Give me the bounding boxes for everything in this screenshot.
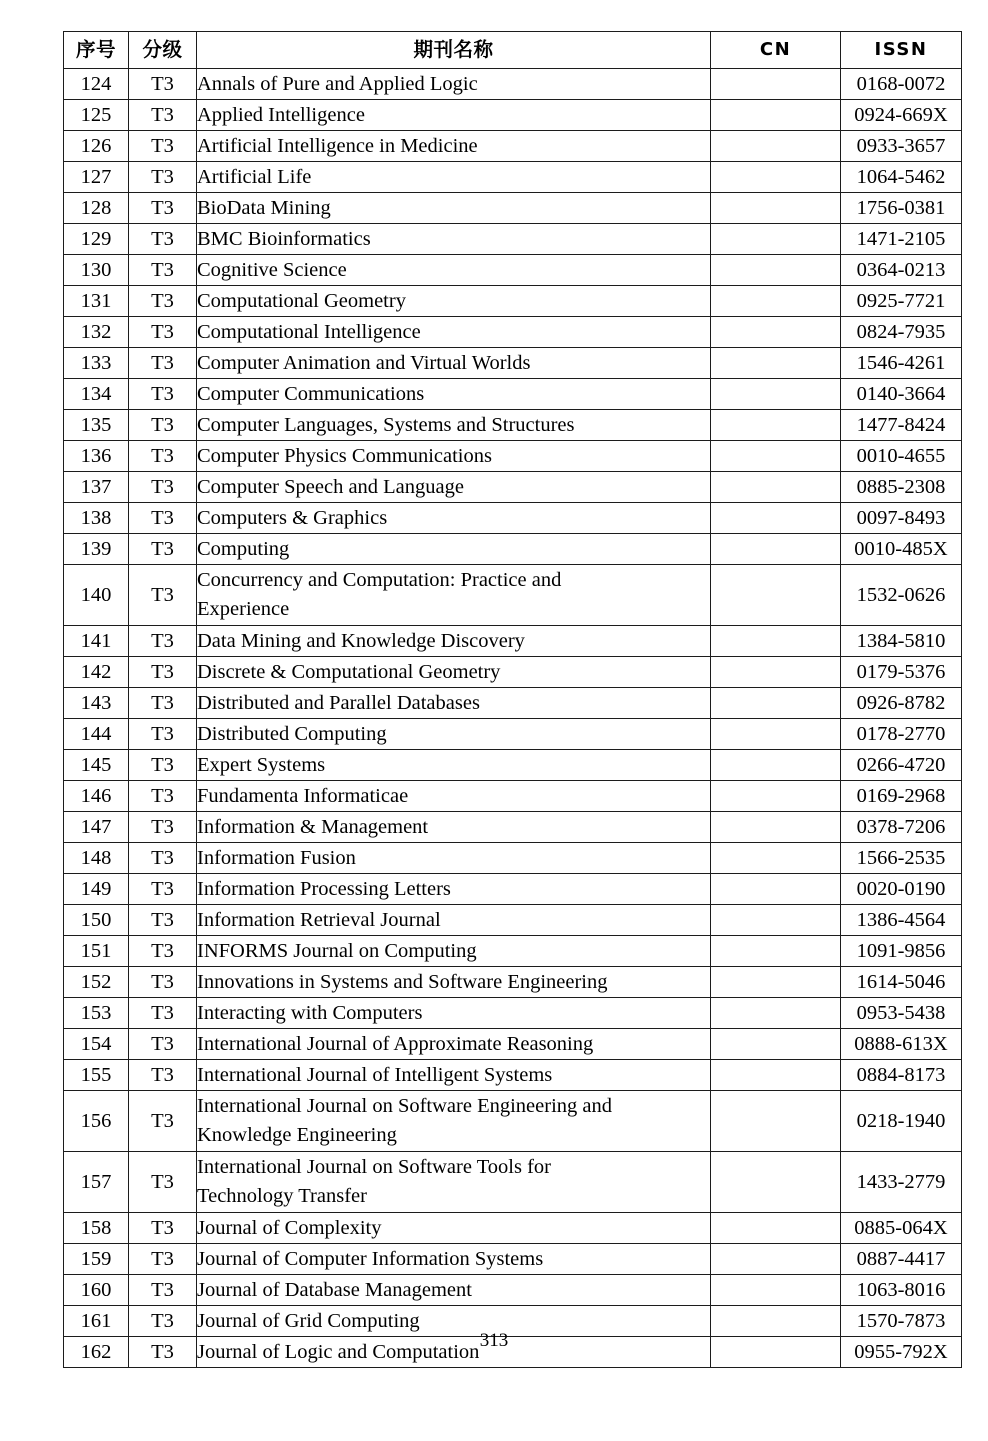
cell-grade: T3 (129, 1213, 197, 1244)
cell-sequence: 153 (64, 998, 129, 1029)
cell-journal-name (197, 255, 711, 286)
cell-issn: 0010-4655 (841, 441, 962, 472)
cell-issn: 1064-5462 (841, 162, 962, 193)
cell-journal-name (197, 626, 711, 657)
cell-cn (711, 255, 841, 286)
journal-name-line: BMC Bioinformatics (197, 227, 371, 250)
journal-name-line: Computational Geometry (197, 289, 406, 312)
cell-issn: 1477-8424 (841, 410, 962, 441)
cell-issn: 1091-9856 (841, 936, 962, 967)
cell-journal-name (197, 1152, 711, 1213)
cell-sequence: 151 (64, 936, 129, 967)
cell-cn (711, 719, 841, 750)
journal-name-line: International Journal on Software Engineering and (197, 1095, 612, 1117)
journal-table-container (63, 31, 961, 1368)
cell-issn: 0020-0190 (841, 874, 962, 905)
table-row (64, 131, 962, 162)
cell-issn: 0097-8493 (841, 503, 962, 534)
cell-cn (711, 441, 841, 472)
journal-name-line: Information Fusion (197, 846, 356, 869)
column-header-issn: ISSN (841, 32, 962, 69)
cell-grade: T3 (129, 503, 197, 534)
cell-sequence: 154 (64, 1029, 129, 1060)
journal-name-line: Innovations in Systems and Software Engineering (197, 970, 608, 993)
cell-issn: 1063-8016 (841, 1275, 962, 1306)
table-row (64, 750, 962, 781)
cell-journal-name (197, 905, 711, 936)
cell-cn (711, 657, 841, 688)
table-row (64, 967, 962, 998)
cell-cn (711, 688, 841, 719)
column-header-cn: CN (711, 32, 841, 69)
cell-issn: 1386-4564 (841, 905, 962, 936)
table-row (64, 688, 962, 719)
journal-name-line: Technology Transfer (197, 1185, 367, 1207)
cell-cn (711, 812, 841, 843)
cell-issn: 0955-792X (841, 1337, 962, 1368)
cell-grade: T3 (129, 1060, 197, 1091)
table-row (64, 162, 962, 193)
table-row (64, 998, 962, 1029)
cell-grade: T3 (129, 874, 197, 905)
table-row (64, 534, 962, 565)
table-header (64, 32, 962, 69)
cell-grade: T3 (129, 1029, 197, 1060)
cell-cn (711, 534, 841, 565)
journal-name-line: Annals of Pure and Applied Logic (197, 72, 478, 95)
cell-issn: 1546-4261 (841, 348, 962, 379)
cell-journal-name (197, 286, 711, 317)
cell-cn (711, 905, 841, 936)
cell-sequence: 135 (64, 410, 129, 441)
cell-sequence: 141 (64, 626, 129, 657)
cell-issn: 0926-8782 (841, 688, 962, 719)
journal-name-line: BioData Mining (197, 196, 331, 219)
cell-cn (711, 410, 841, 441)
cell-sequence: 157 (64, 1152, 129, 1213)
cell-journal-name (197, 441, 711, 472)
cell-grade: T3 (129, 69, 197, 100)
journal-name-line: Computer Speech and Language (197, 475, 464, 498)
cell-cn (711, 781, 841, 812)
journal-name-line: International Journal on Software Tools for (197, 1156, 552, 1178)
cell-sequence: 143 (64, 688, 129, 719)
cell-issn: 0885-064X (841, 1213, 962, 1244)
cell-issn: 1532-0626 (841, 565, 962, 626)
cell-sequence: 149 (64, 874, 129, 905)
journal-name-line: Computers & Graphics (197, 506, 388, 529)
cell-grade: T3 (129, 131, 197, 162)
cell-grade: T3 (129, 472, 197, 503)
cell-sequence: 150 (64, 905, 129, 936)
cell-grade: T3 (129, 162, 197, 193)
cell-journal-name (197, 1029, 711, 1060)
cell-issn: 0168-0072 (841, 69, 962, 100)
cell-grade: T3 (129, 657, 197, 688)
cell-grade: T3 (129, 441, 197, 472)
cell-issn: 1566-2535 (841, 843, 962, 874)
cell-sequence: 132 (64, 317, 129, 348)
cell-sequence: 124 (64, 69, 129, 100)
cell-issn: 0824-7935 (841, 317, 962, 348)
cell-cn (711, 1029, 841, 1060)
table-row (64, 193, 962, 224)
cell-grade: T3 (129, 348, 197, 379)
cell-sequence: 146 (64, 781, 129, 812)
cell-cn (711, 69, 841, 100)
cell-issn: 0885-2308 (841, 472, 962, 503)
cell-journal-name (197, 812, 711, 843)
journal-name-line: Fundamenta Informaticae (197, 784, 409, 807)
page-number: 313 (479, 1330, 509, 1351)
table-row (64, 905, 962, 936)
journal-name-line: Data Mining and Knowledge Discovery (197, 629, 525, 652)
cell-sequence: 148 (64, 843, 129, 874)
cell-journal-name (197, 936, 711, 967)
journal-name-line: Computer Communications (197, 382, 425, 405)
table-row (64, 286, 962, 317)
table-body (64, 69, 962, 1368)
cell-journal-name (197, 100, 711, 131)
table-row (64, 626, 962, 657)
table-row (64, 255, 962, 286)
cell-cn (711, 100, 841, 131)
cell-grade: T3 (129, 193, 197, 224)
table-row (64, 224, 962, 255)
cell-grade: T3 (129, 317, 197, 348)
table-row (64, 472, 962, 503)
cell-cn (711, 936, 841, 967)
cell-journal-name (197, 162, 711, 193)
journal-name-line: Information & Management (197, 815, 429, 838)
cell-sequence: 128 (64, 193, 129, 224)
table-row (64, 936, 962, 967)
cell-grade: T3 (129, 1152, 197, 1213)
cell-sequence: 127 (64, 162, 129, 193)
cell-sequence: 144 (64, 719, 129, 750)
cell-cn (711, 1213, 841, 1244)
journal-name-line: Information Processing Letters (197, 877, 451, 900)
table-row (64, 1275, 962, 1306)
cell-journal-name (197, 1091, 711, 1152)
cell-issn: 0933-3657 (841, 131, 962, 162)
table-row (64, 812, 962, 843)
table-row (64, 100, 962, 131)
cell-cn (711, 565, 841, 626)
journal-name-line: Journal of Grid Computing (197, 1309, 420, 1332)
cell-journal-name (197, 131, 711, 162)
journal-name-line: Journal of Database Management (197, 1278, 472, 1301)
column-header-sequence: 序号 (64, 32, 129, 69)
table-row (64, 657, 962, 688)
cell-journal-name (197, 348, 711, 379)
table-header-row (64, 32, 962, 69)
table-row (64, 69, 962, 100)
cell-cn (711, 1060, 841, 1091)
cell-issn: 0218-1940 (841, 1091, 962, 1152)
cell-journal-name (197, 317, 711, 348)
cell-grade: T3 (129, 255, 197, 286)
cell-journal-name (197, 719, 711, 750)
cell-journal-name (197, 998, 711, 1029)
table-row (64, 503, 962, 534)
cell-journal-name (197, 503, 711, 534)
journal-name-line: Interacting with Computers (197, 1001, 423, 1024)
journal-name-line: Knowledge Engineering (197, 1124, 397, 1146)
cell-issn: 0925-7721 (841, 286, 962, 317)
table-row (64, 1029, 962, 1060)
cell-issn: 0884-8173 (841, 1060, 962, 1091)
cell-sequence: 136 (64, 441, 129, 472)
cell-sequence: 137 (64, 472, 129, 503)
table-row (64, 1244, 962, 1275)
cell-sequence: 131 (64, 286, 129, 317)
journal-name-line: Distributed and Parallel Databases (197, 691, 480, 714)
table-row (64, 379, 962, 410)
cell-issn: 0178-2770 (841, 719, 962, 750)
cell-cn (711, 998, 841, 1029)
table-row (64, 1060, 962, 1091)
cell-cn (711, 967, 841, 998)
cell-cn (711, 131, 841, 162)
cell-issn: 1570-7873 (841, 1306, 962, 1337)
cell-grade: T3 (129, 750, 197, 781)
cell-cn (711, 626, 841, 657)
cell-sequence: 152 (64, 967, 129, 998)
cell-sequence: 129 (64, 224, 129, 255)
cell-cn (711, 843, 841, 874)
cell-grade: T3 (129, 286, 197, 317)
cell-grade: T3 (129, 1091, 197, 1152)
table-row (64, 317, 962, 348)
cell-issn: 0364-0213 (841, 255, 962, 286)
journal-name-line: INFORMS Journal on Computing (197, 939, 477, 962)
cell-issn: 0378-7206 (841, 812, 962, 843)
cell-issn: 1471-2105 (841, 224, 962, 255)
cell-sequence: 156 (64, 1091, 129, 1152)
cell-journal-name (197, 874, 711, 905)
cell-grade: T3 (129, 1337, 197, 1368)
cell-issn: 0924-669X (841, 100, 962, 131)
cell-journal-name (197, 657, 711, 688)
cell-grade: T3 (129, 967, 197, 998)
journal-name-line: Discrete & Computational Geometry (197, 660, 501, 683)
journal-name-line: Artificial Intelligence in Medicine (197, 134, 478, 157)
cell-issn: 0266-4720 (841, 750, 962, 781)
cell-journal-name (197, 224, 711, 255)
cell-issn: 0179-5376 (841, 657, 962, 688)
cell-sequence: 142 (64, 657, 129, 688)
journal-name-line: Experience (197, 598, 290, 620)
cell-sequence: 160 (64, 1275, 129, 1306)
cell-journal-name (197, 750, 711, 781)
cell-cn (711, 750, 841, 781)
cell-journal-name (197, 379, 711, 410)
cell-issn: 0888-613X (841, 1029, 962, 1060)
journal-name-line: Computer Animation and Virtual Worlds (197, 351, 531, 374)
journal-name-line: Cognitive Science (197, 258, 347, 281)
table-row (64, 565, 962, 626)
cell-cn (711, 224, 841, 255)
journal-name-line: Computational Intelligence (197, 320, 421, 343)
journal-name-line: Journal of Logic and Computation (197, 1340, 480, 1363)
cell-cn (711, 472, 841, 503)
cell-grade: T3 (129, 1275, 197, 1306)
cell-cn (711, 348, 841, 379)
cell-sequence: 147 (64, 812, 129, 843)
table-row (64, 1213, 962, 1244)
cell-journal-name (197, 565, 711, 626)
journal-name-line: Information Retrieval Journal (197, 908, 441, 931)
cell-journal-name (197, 472, 711, 503)
table-row (64, 1091, 962, 1152)
cell-grade: T3 (129, 100, 197, 131)
cell-grade: T3 (129, 843, 197, 874)
cell-journal-name (197, 1060, 711, 1091)
cell-issn: 0887-4417 (841, 1244, 962, 1275)
journal-listing-table (63, 31, 962, 1368)
cell-sequence: 130 (64, 255, 129, 286)
cell-cn (711, 874, 841, 905)
journal-name-line: Artificial Life (197, 165, 312, 188)
cell-cn (711, 286, 841, 317)
cell-sequence: 139 (64, 534, 129, 565)
cell-journal-name (197, 781, 711, 812)
cell-grade: T3 (129, 1306, 197, 1337)
cell-journal-name (197, 843, 711, 874)
cell-cn (711, 193, 841, 224)
table-row (64, 874, 962, 905)
column-header-grade: 分级 (129, 32, 197, 69)
cell-grade: T3 (129, 688, 197, 719)
cell-issn: 0953-5438 (841, 998, 962, 1029)
cell-sequence: 162 (64, 1337, 129, 1368)
cell-journal-name (197, 967, 711, 998)
table-row (64, 441, 962, 472)
cell-cn (711, 1275, 841, 1306)
journal-name-line: Journal of Computer Information Systems (197, 1247, 544, 1270)
cell-issn: 1384-5810 (841, 626, 962, 657)
journal-name-line: Computing (197, 537, 290, 560)
cell-grade: T3 (129, 565, 197, 626)
table-row (64, 348, 962, 379)
cell-cn (711, 1152, 841, 1213)
cell-issn: 0169-2968 (841, 781, 962, 812)
cell-sequence: 133 (64, 348, 129, 379)
journal-name-line: Expert Systems (197, 753, 326, 776)
cell-sequence: 158 (64, 1213, 129, 1244)
cell-sequence: 159 (64, 1244, 129, 1275)
cell-journal-name (197, 1213, 711, 1244)
cell-cn (711, 503, 841, 534)
cell-issn: 1433-2779 (841, 1152, 962, 1213)
cell-grade: T3 (129, 936, 197, 967)
cell-journal-name (197, 1244, 711, 1275)
cell-sequence: 134 (64, 379, 129, 410)
cell-grade: T3 (129, 998, 197, 1029)
cell-journal-name (197, 410, 711, 441)
cell-issn: 0140-3664 (841, 379, 962, 410)
table-row (64, 410, 962, 441)
table-row (64, 719, 962, 750)
cell-cn (711, 317, 841, 348)
cell-grade: T3 (129, 781, 197, 812)
journal-name-line: Computer Languages, Systems and Structures (197, 413, 575, 436)
cell-sequence: 155 (64, 1060, 129, 1091)
cell-cn (711, 1091, 841, 1152)
journal-name-line: Applied Intelligence (197, 103, 365, 126)
table-row (64, 843, 962, 874)
cell-grade: T3 (129, 534, 197, 565)
journal-name-line: Distributed Computing (197, 722, 387, 745)
cell-sequence: 125 (64, 100, 129, 131)
cell-journal-name (197, 688, 711, 719)
cell-sequence: 138 (64, 503, 129, 534)
table-row (64, 1152, 962, 1213)
cell-journal-name (197, 1275, 711, 1306)
column-header-journal-name: 期刊名称 (197, 32, 711, 69)
cell-sequence: 140 (64, 565, 129, 626)
journal-name-line: International Journal of Intelligent Systems (197, 1063, 553, 1086)
cell-sequence: 161 (64, 1306, 129, 1337)
cell-grade: T3 (129, 719, 197, 750)
journal-name-line: Concurrency and Computation: Practice and (197, 569, 562, 591)
cell-grade: T3 (129, 1244, 197, 1275)
cell-cn (711, 1244, 841, 1275)
cell-cn (711, 162, 841, 193)
cell-grade: T3 (129, 812, 197, 843)
journal-name-line: International Journal of Approximate Reasoning (197, 1032, 594, 1055)
cell-journal-name (197, 534, 711, 565)
cell-grade: T3 (129, 626, 197, 657)
cell-issn: 0010-485X (841, 534, 962, 565)
journal-name-line: Computer Physics Communications (197, 444, 492, 467)
cell-grade: T3 (129, 905, 197, 936)
cell-issn: 1614-5046 (841, 967, 962, 998)
cell-journal-name (197, 193, 711, 224)
cell-grade: T3 (129, 410, 197, 441)
cell-grade: T3 (129, 379, 197, 410)
cell-sequence: 126 (64, 131, 129, 162)
cell-journal-name (197, 69, 711, 100)
cell-issn: 1756-0381 (841, 193, 962, 224)
journal-name-line: Journal of Complexity (197, 1216, 382, 1239)
cell-sequence: 145 (64, 750, 129, 781)
table-row (64, 781, 962, 812)
cell-cn (711, 379, 841, 410)
cell-grade: T3 (129, 224, 197, 255)
